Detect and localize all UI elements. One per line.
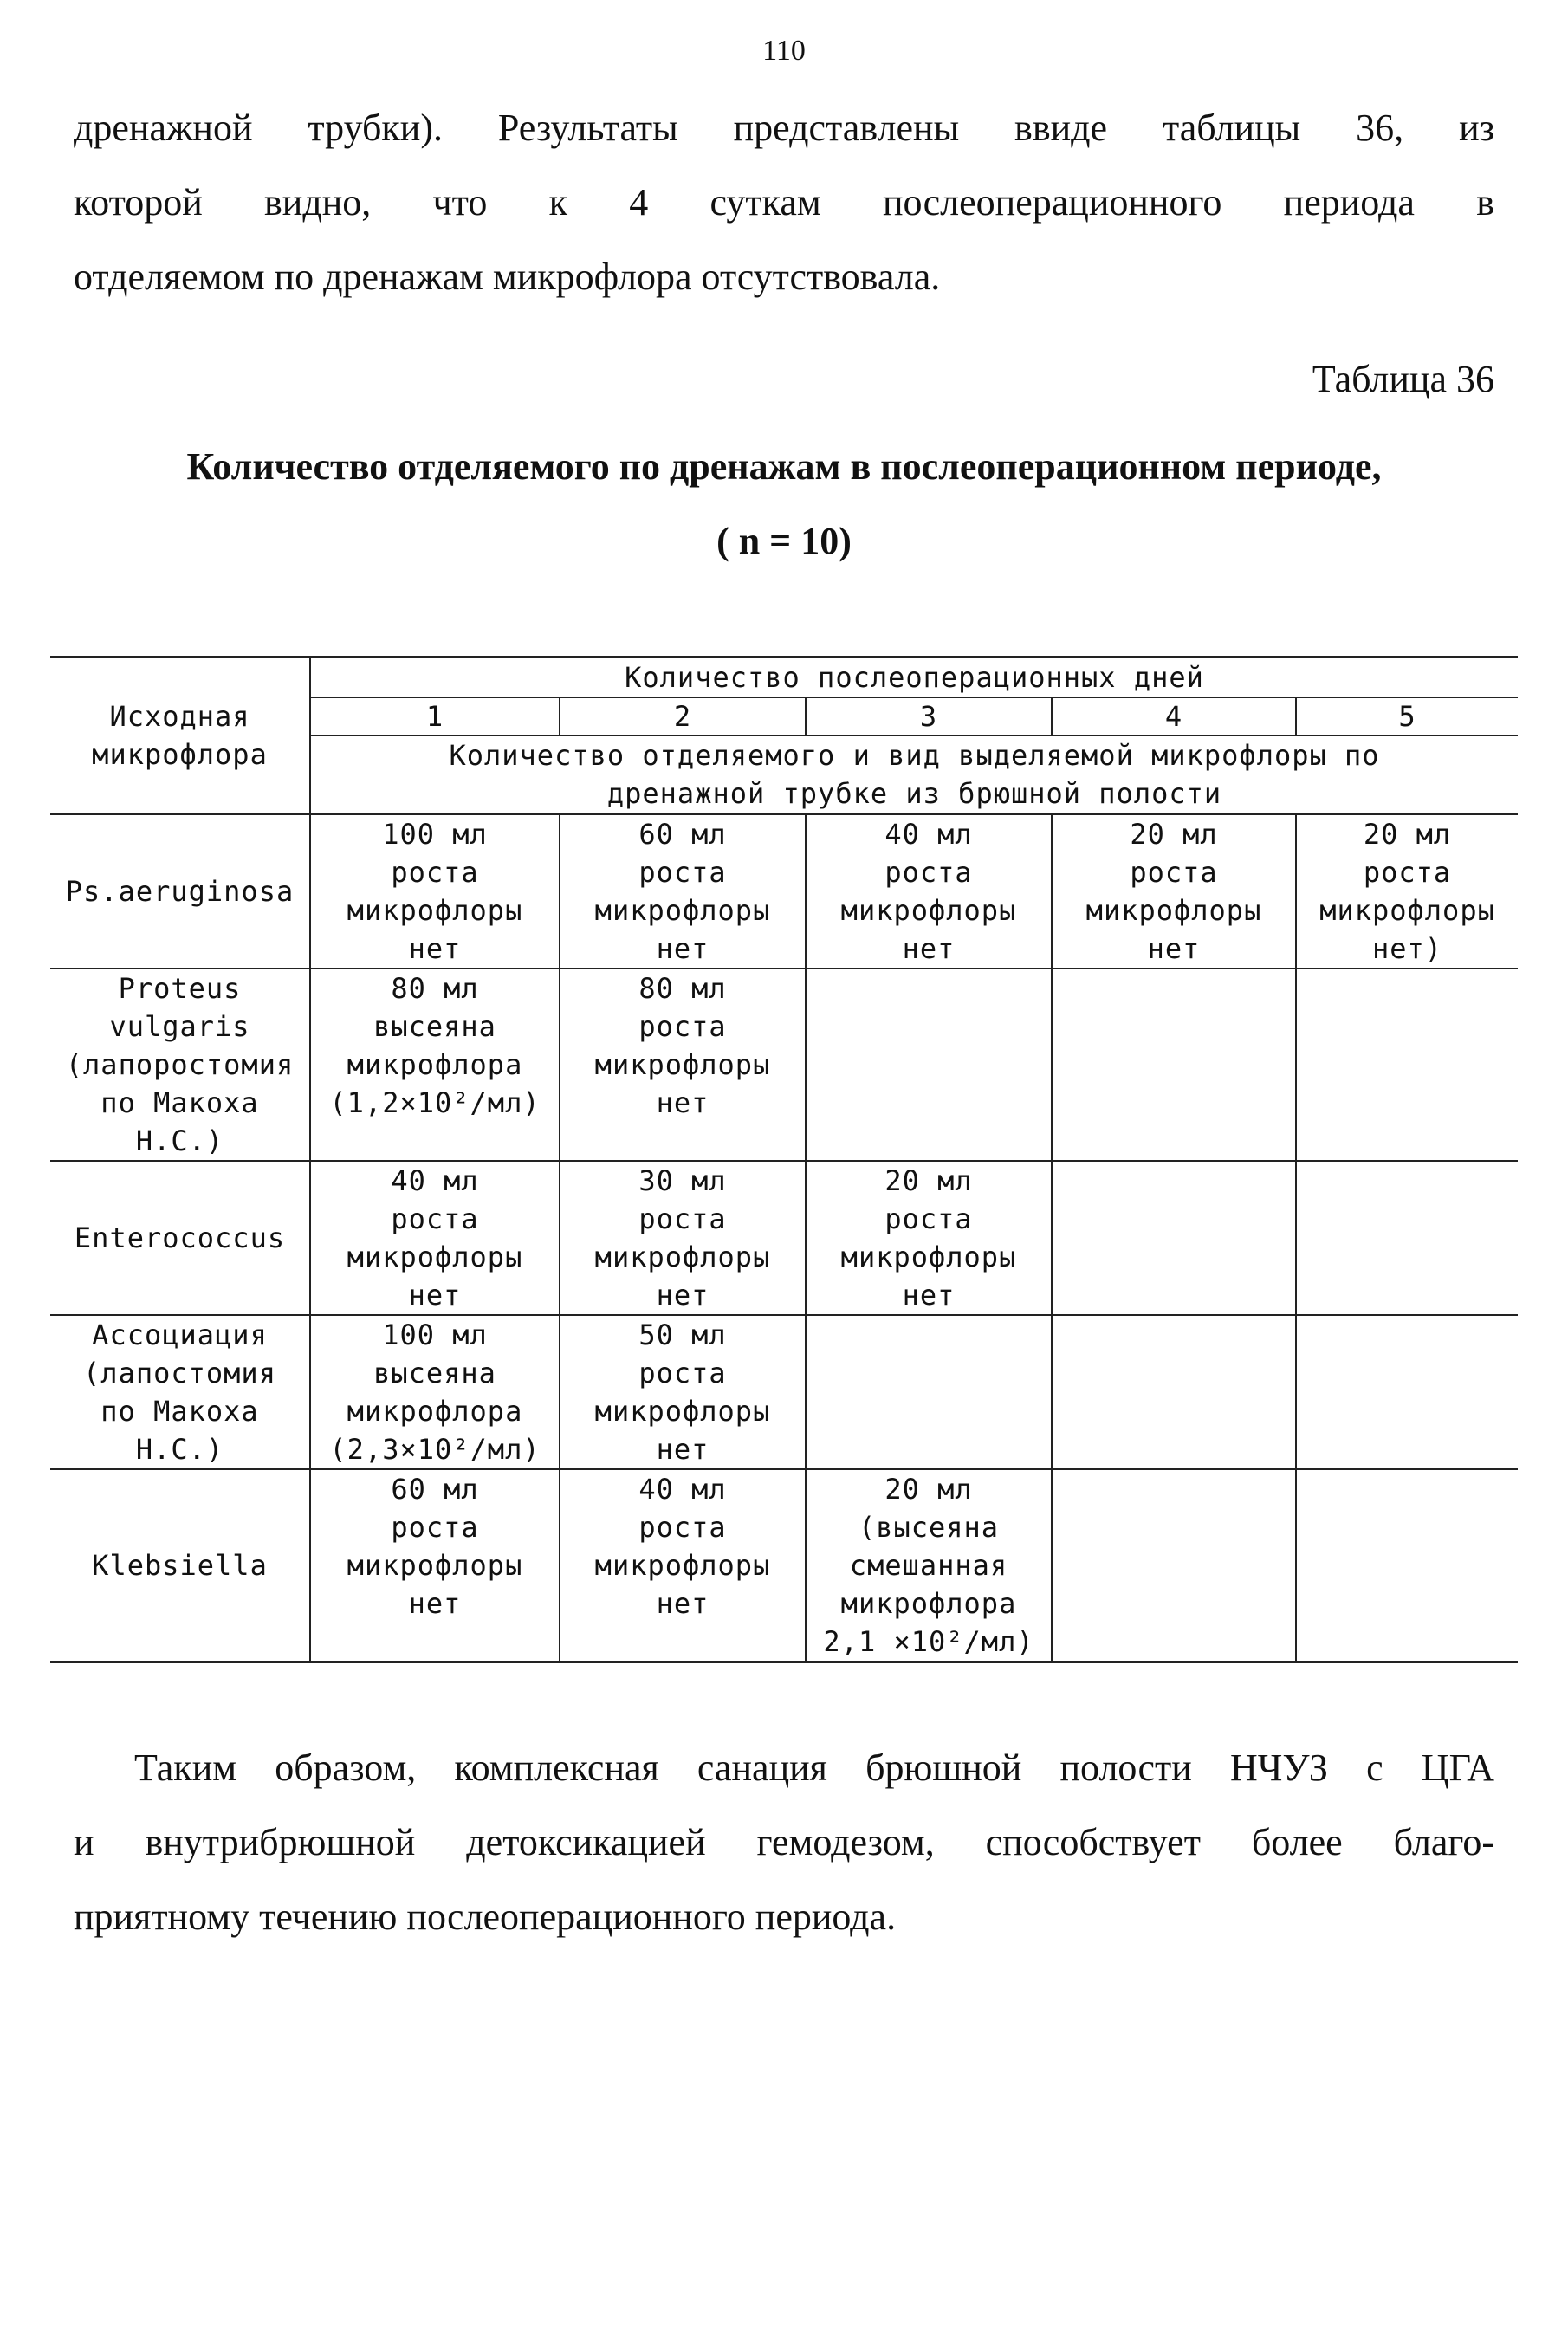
microflora-name-cell xyxy=(50,1161,310,1315)
conclusion-line: и внутрибрюшной детоксикацией гемодезом, способствует более благо- xyxy=(74,1821,1494,1863)
cell-text: 20 мл xyxy=(1130,818,1218,851)
microflora-name-cell xyxy=(50,1469,310,1662)
cell-text: 20 мл xyxy=(1363,818,1452,851)
table-row xyxy=(50,1161,1518,1315)
cell-text: микрофлоры xyxy=(1085,894,1262,927)
table-title-line: Количество отделяемого по дренажам в послеоперационном периоде, xyxy=(186,445,1382,488)
cell-text: нет xyxy=(902,932,956,965)
cell-text: нет xyxy=(408,1279,462,1312)
header-row-days xyxy=(50,658,1518,698)
cell-text: 20 мл xyxy=(884,1164,973,1197)
day-3-cell xyxy=(806,814,1052,969)
day-1-cell xyxy=(310,1315,560,1469)
day-2-cell xyxy=(560,969,806,1161)
table-row xyxy=(50,814,1518,969)
cell-text: (1,2×10²/мл) xyxy=(329,1086,541,1119)
conclusion-line: приятному течению послеоперационного периода. xyxy=(74,1895,897,1938)
cell-text: нет xyxy=(656,1086,709,1119)
microflora-name-text: Proteus xyxy=(118,972,242,1005)
day-4-cell xyxy=(1052,814,1296,969)
day-2-cell xyxy=(560,1469,806,1662)
microflora-name-text: vulgaris xyxy=(109,1010,250,1043)
cell-text: микрофлоры xyxy=(347,894,523,927)
cell-text: микрофлоры xyxy=(840,1241,1017,1273)
day-3-cell xyxy=(806,969,1052,1161)
cell-text: микрофлоры xyxy=(1319,894,1495,927)
cell-text: микрофлоры xyxy=(594,1241,771,1273)
microflora-name-text: Н.С.) xyxy=(135,1433,224,1466)
table-title xyxy=(74,430,1494,579)
days-header-cell: Количество послеоперационных дней xyxy=(310,658,1518,698)
cell-text: роста xyxy=(638,1202,727,1235)
cell-text: роста xyxy=(391,1202,479,1235)
amount-header-text: Количество отделяемого и вид выделяемой микрофлоры по xyxy=(449,739,1380,772)
table-title-line: ( n = 10) xyxy=(716,520,852,562)
cell-text: роста xyxy=(884,856,973,889)
day-5-cell xyxy=(1296,1469,1518,1662)
day-number-cell: 4 xyxy=(1052,697,1296,735)
cell-text: микрофлора xyxy=(840,1587,1017,1620)
microflora-name-text: Klebsiella xyxy=(92,1549,268,1582)
cell-text: (2,3×10²/мл) xyxy=(329,1433,541,1466)
table-row xyxy=(50,1469,1518,1662)
microflora-name-cell xyxy=(50,814,310,969)
cell-text: 30 мл xyxy=(638,1164,727,1197)
day-number-cell: 5 xyxy=(1296,697,1518,735)
cell-text: роста xyxy=(391,1511,479,1544)
row-header-text: Исходная xyxy=(109,700,250,733)
table-label: Таблица 36 xyxy=(1312,358,1494,400)
day-3-cell xyxy=(806,1469,1052,1662)
day-2-cell xyxy=(560,1315,806,1469)
cell-text: 60 мл xyxy=(391,1473,479,1506)
cell-text: 60 мл xyxy=(638,818,727,851)
day-number-cell: 1 xyxy=(310,697,560,735)
day-2-cell xyxy=(560,1161,806,1315)
conclusion-paragraph xyxy=(74,1731,1494,1954)
day-4-cell xyxy=(1052,1161,1296,1315)
microflora-name-text: по Макоха xyxy=(100,1395,259,1428)
row-header-cell xyxy=(50,658,310,814)
cell-text: роста xyxy=(1363,856,1452,889)
cell-text: нет xyxy=(1147,932,1201,965)
microflora-name-text: (лапостомия xyxy=(83,1357,276,1390)
intro-line: дренажной трубки). Результаты представлены ввиде таблицы 36, из xyxy=(74,107,1494,149)
cell-text: 80 мл xyxy=(638,972,727,1005)
intro-line: отделяемом по дренажам микрофлора отсутствовала. xyxy=(74,256,941,298)
microflora-name-cell xyxy=(50,1315,310,1469)
cell-text: 2,1 ×10²/мл) xyxy=(823,1625,1034,1658)
microflora-name-text: Ps.aeruginosa xyxy=(65,875,295,908)
table-row xyxy=(50,969,1518,1161)
day-2-cell xyxy=(560,814,806,969)
cell-text: нет xyxy=(408,1587,462,1620)
day-number-cell: 3 xyxy=(806,697,1052,735)
cell-text: нет xyxy=(656,1433,709,1466)
day-1-cell xyxy=(310,814,560,969)
cell-text: микрофлоры xyxy=(347,1241,523,1273)
cell-text: 80 мл xyxy=(391,972,479,1005)
cell-text: смешанная xyxy=(849,1549,1008,1582)
cell-text: микрофлоры xyxy=(594,1048,771,1081)
day-4-cell xyxy=(1052,1469,1296,1662)
cell-text: роста xyxy=(638,1010,727,1043)
cell-text: 100 мл xyxy=(382,818,488,851)
cell-text: высеяна xyxy=(373,1357,496,1390)
cell-text: нет xyxy=(408,932,462,965)
amount-header-text: дренажной трубке из брюшной полости xyxy=(606,777,1222,810)
cell-text: нет) xyxy=(1371,932,1443,965)
cell-text: роста xyxy=(638,1511,727,1544)
cell-text: 40 мл xyxy=(638,1473,727,1506)
day-4-cell xyxy=(1052,969,1296,1161)
cell-text: микрофлоры xyxy=(594,1395,771,1428)
cell-text: роста xyxy=(638,1357,727,1390)
microflora-name-text: Enterococcus xyxy=(74,1221,286,1254)
cell-text: высеяна xyxy=(373,1010,496,1043)
day-5-cell xyxy=(1296,969,1518,1161)
microflora-name-cell xyxy=(50,969,310,1161)
intro-paragraph xyxy=(74,91,1494,314)
day-5-cell xyxy=(1296,1315,1518,1469)
table-row xyxy=(50,1315,1518,1469)
day-5-cell xyxy=(1296,814,1518,969)
cell-text: роста xyxy=(638,856,727,889)
day-4-cell xyxy=(1052,1315,1296,1469)
data-table xyxy=(50,656,1518,1663)
cell-text: роста xyxy=(391,856,479,889)
microflora-name-text: по Макоха xyxy=(100,1086,259,1119)
cell-text: роста xyxy=(1130,856,1218,889)
day-3-cell xyxy=(806,1315,1052,1469)
day-1-cell xyxy=(310,1161,560,1315)
cell-text: микрофлоры xyxy=(347,1549,523,1582)
day-number-cell: 2 xyxy=(560,697,806,735)
row-header-text: микрофлора xyxy=(92,738,268,771)
microflora-name-text: (лапоростомия xyxy=(65,1048,295,1081)
cell-text: 40 мл xyxy=(884,818,973,851)
amount-header-cell xyxy=(310,735,1518,814)
cell-text: микрофлоры xyxy=(594,1549,771,1582)
page-number: 110 xyxy=(762,35,806,67)
cell-text: 50 мл xyxy=(638,1319,727,1351)
cell-text: 40 мл xyxy=(391,1164,479,1197)
day-1-cell xyxy=(310,969,560,1161)
conclusion-line: Таким образом, комплексная санация брюшной полости НЧУЗ с ЦГА xyxy=(134,1746,1494,1789)
cell-text: 20 мл xyxy=(884,1473,973,1506)
day-1-cell xyxy=(310,1469,560,1662)
cell-text: микрофлора xyxy=(347,1048,523,1081)
cell-text: нет xyxy=(902,1279,956,1312)
cell-text: нет xyxy=(656,1279,709,1312)
cell-text: (высеяна xyxy=(858,1511,1000,1544)
cell-text: роста xyxy=(884,1202,973,1235)
data-rows xyxy=(50,814,1518,1662)
cell-text: нет xyxy=(656,932,709,965)
microflora-name-text: Н.С.) xyxy=(135,1124,224,1157)
cell-text: 100 мл xyxy=(382,1319,488,1351)
cell-text: микрофлоры xyxy=(840,894,1017,927)
day-5-cell xyxy=(1296,1161,1518,1315)
day-3-cell xyxy=(806,1161,1052,1315)
cell-text: нет xyxy=(656,1587,709,1620)
intro-line: которой видно, что к 4 суткам послеоперационного периода в xyxy=(74,181,1494,224)
microflora-name-text: Ассоциация xyxy=(92,1319,268,1351)
cell-text: микрофлоры xyxy=(594,894,771,927)
cell-text: микрофлора xyxy=(347,1395,523,1428)
